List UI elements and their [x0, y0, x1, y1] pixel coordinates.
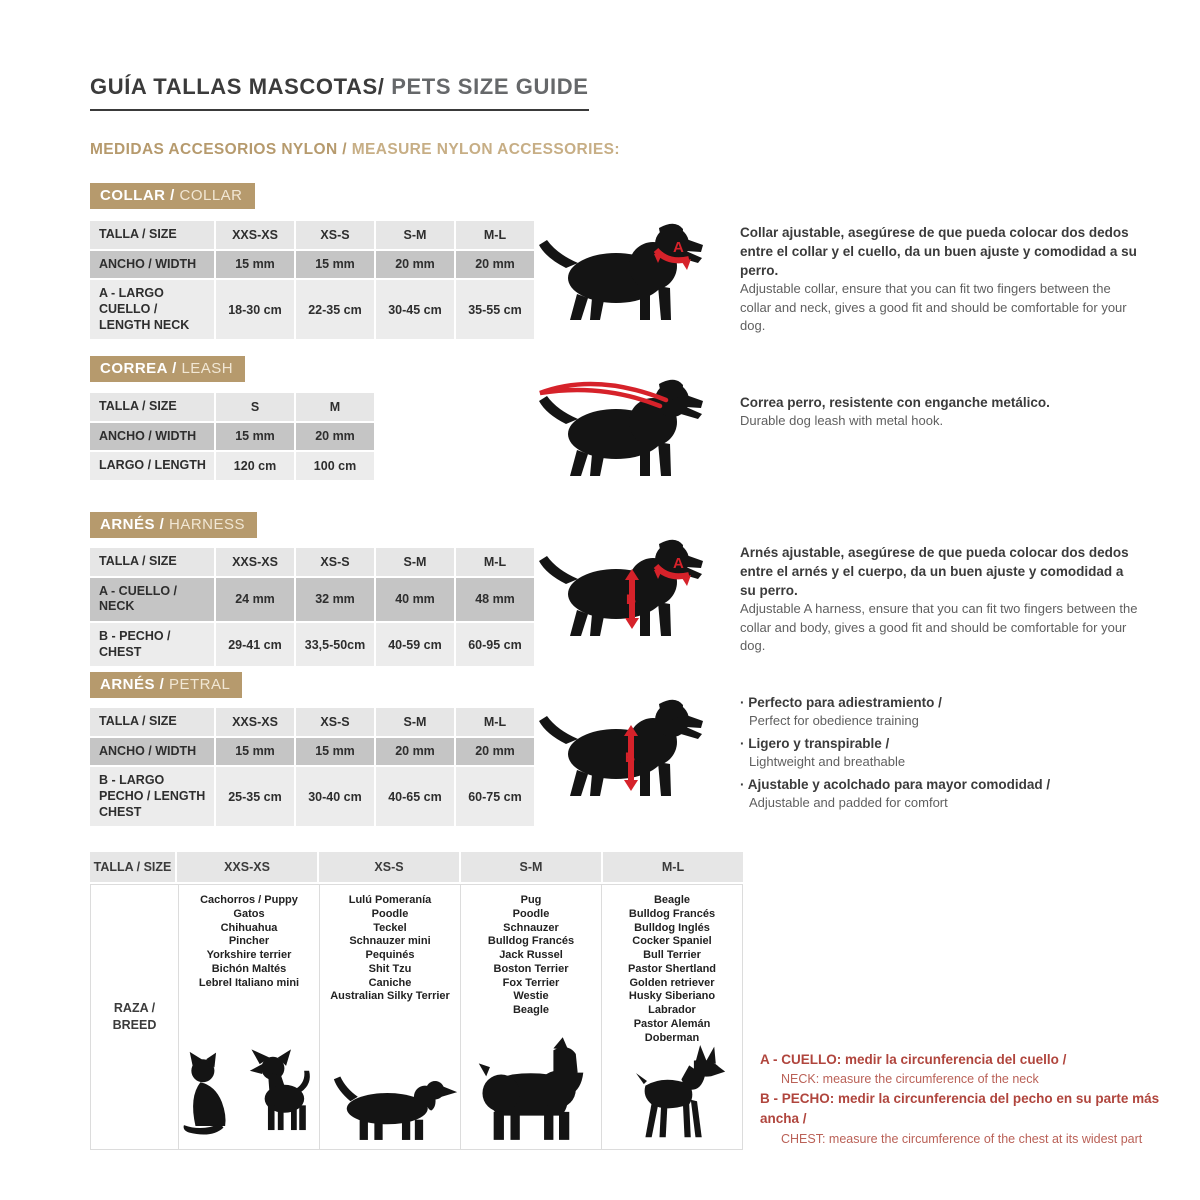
size-table-row: [90, 452, 374, 480]
page-title-en: PETS SIZE GUIDE: [384, 74, 589, 99]
size-column-header: S-M: [376, 221, 454, 249]
leash-section-badge: [90, 356, 245, 382]
collar-badge-en: COLLAR: [174, 187, 243, 204]
bullet-es: · Perfecto para adiestramiento /: [740, 694, 1140, 712]
size-table-row: [90, 623, 534, 666]
size-row-header: TALLA / SIZE: [90, 548, 214, 576]
measure-value: 15 mm: [216, 251, 294, 279]
breed-item: Fox Terrier: [502, 976, 560, 989]
measure-value: 15 mm: [216, 738, 294, 766]
measure-value: 60-95 cm: [456, 623, 534, 666]
size-table-row: [90, 738, 534, 766]
dog-harness-illustration-icon: [532, 530, 712, 640]
page-subtitle: [90, 141, 620, 159]
breed-item: Bichón Maltés: [211, 962, 287, 975]
page-subtitle-en: MEASURE NYLON ACCESSORIES:: [347, 141, 620, 158]
measure-value: 33,5-50cm: [296, 623, 374, 666]
size-table-row: [90, 578, 534, 621]
breed-item: Shit Tzu: [368, 962, 412, 975]
measure-row-label: ANCHO / WIDTH: [90, 423, 214, 451]
petral-marker-b-label: B: [625, 749, 636, 765]
measure-row-label: A - LARGO CUELLO / LENGTH NECK: [90, 280, 214, 339]
collar-desc-es: Collar ajustable, asegúrese de que pueda colocar dos dedos entre el collar y el cuello, da un buen ajuste y comodidad a su perro.: [740, 225, 1137, 279]
breed-item: Husky Siberiano: [628, 990, 716, 1003]
size-row-header: TALLA / SIZE: [90, 221, 214, 249]
breed-item: Jack Russel: [499, 949, 563, 961]
breed-item: Pastor Shertland: [627, 962, 717, 975]
bullet-es: · Ligero y transpirable /: [740, 735, 1140, 753]
measure-value: 20 mm: [376, 251, 454, 279]
bullet-en: Perfect for obedience training: [749, 713, 919, 729]
size-table-header-row: [90, 708, 534, 736]
breed-item: Gatos: [233, 907, 265, 920]
harness-desc-es: Arnés ajustable, asegúrese de que pueda colocar dos dedos entre el arnés y el cuerpo, da un buen ajuste y comodidad a su perro.: [740, 545, 1129, 599]
breeds-header-talla: TALLA / SIZE: [90, 852, 175, 882]
measure-value: 20 mm: [296, 423, 374, 451]
harness-section-badge: [90, 512, 257, 538]
breeds-col-xs-s: [319, 885, 460, 1149]
measure-value: 20 mm: [376, 738, 454, 766]
measure-value: 24 mm: [216, 578, 294, 621]
size-table-header-row: [90, 393, 374, 421]
breed-item: Lebrel Italiano mini: [198, 976, 300, 989]
breed-item: Teckel: [373, 921, 407, 934]
size-row-header: TALLA / SIZE: [90, 708, 214, 736]
size-column-header: M-L: [456, 708, 534, 736]
size-table-header-row: [90, 221, 534, 249]
page-title: [90, 74, 589, 111]
size-column-header: XXS-XS: [216, 708, 294, 736]
size-column-header: XXS-XS: [216, 548, 294, 576]
dog-leash-illustration-icon: [532, 370, 712, 480]
collar-section-badge: [90, 183, 255, 209]
breed-item: Pequinés: [365, 949, 415, 961]
collar-desc-en: Adjustable collar, ensure that you can fit two fingers between the collar and neck, gives a good fit and should be comfortable for your dog.: [740, 281, 1127, 334]
breed-list-xs-s: [330, 894, 450, 1004]
measure-value: 35-55 cm: [456, 280, 534, 339]
breeds-table-header: [90, 852, 743, 882]
measure-value: 100 cm: [296, 452, 374, 480]
harness-marker-b-label: B: [626, 591, 637, 607]
measure-value: 40 mm: [376, 578, 454, 621]
measure-value: 20 mm: [456, 251, 534, 279]
breed-item: Lulú Pomeranía: [348, 894, 432, 906]
breeds-header-xs-s: XS-S: [319, 852, 459, 882]
leash-size-table: [88, 391, 376, 482]
size-column-header: XS-S: [296, 708, 374, 736]
harness-desc-en: Adjustable A harness, ensure that you can fit two fingers between the collar and body, gives a good fit and should be comfortable for your dog.: [740, 601, 1138, 654]
schnauzer-silhouette-icon: [475, 1035, 587, 1143]
leash-badge-en: LEASH: [176, 360, 234, 377]
measure-value: 48 mm: [456, 578, 534, 621]
size-column-header: S-M: [376, 548, 454, 576]
harness-badge-en: HARNESS: [164, 516, 246, 533]
cat-and-chihuahua-silhouette-icon: [179, 1043, 319, 1143]
breed-list-m-l: [628, 894, 716, 1045]
breed-item: Boston Terrier: [493, 962, 569, 975]
breed-item: Poodle: [371, 907, 409, 920]
measure-value: 15 mm: [216, 423, 294, 451]
breed-item: Bulldog Francés: [487, 935, 575, 948]
breed-item: Caniche: [368, 976, 412, 989]
breeds-col-m-l: [601, 885, 742, 1149]
feature-bullet: [740, 776, 1140, 812]
size-column-header: M-L: [456, 221, 534, 249]
breed-item: Bulldog Francés: [628, 907, 716, 920]
petral-section-badge: [90, 672, 242, 698]
measure-value: 40-65 cm: [376, 767, 454, 826]
size-column-header: XS-S: [296, 221, 374, 249]
feature-bullet: [740, 694, 1140, 730]
measure-value: 120 cm: [216, 452, 294, 480]
breeds-row-label-cell: [91, 885, 178, 1149]
breed-item: Golden retriever: [629, 976, 715, 989]
breed-list-s-m: [488, 894, 574, 1018]
bullet-en: Lightweight and breathable: [749, 753, 906, 769]
size-table-row: [90, 280, 534, 339]
size-table-row: [90, 423, 374, 451]
breeds-header-s-m: S-M: [461, 852, 601, 882]
dog-collar-illustration-icon: [532, 214, 712, 324]
measure-value: 20 mm: [456, 738, 534, 766]
measure-row-label: ANCHO / WIDTH: [90, 251, 214, 279]
page-subtitle-es: MEDIDAS ACCESORIOS NYLON /: [90, 141, 347, 158]
harness-size-table: [88, 546, 536, 668]
footnote-b-en: CHEST: measure the circumference of the chest at its widest part: [781, 1131, 1143, 1146]
measure-value: 18-30 cm: [216, 280, 294, 339]
measurement-footnotes: [760, 1050, 1190, 1148]
breed-item: Beagle: [512, 1004, 550, 1016]
collar-badge-es: COLLAR /: [100, 187, 175, 204]
leash-badge-es: CORREA /: [100, 360, 177, 377]
measure-row-label: ANCHO / WIDTH: [90, 738, 214, 766]
breed-item: Yorkshire terrier: [206, 949, 292, 961]
leash-description: [740, 393, 1138, 431]
size-column-header: XXS-XS: [216, 221, 294, 249]
measure-row-label: A - CUELLO / NECK: [90, 578, 214, 621]
size-column-header: M: [296, 393, 374, 421]
measure-value: 30-40 cm: [296, 767, 374, 826]
collar-description: [740, 223, 1138, 336]
measure-row-label: B - LARGO PECHO / LENGTH CHEST: [90, 767, 214, 826]
bullet-en: Adjustable and padded for comfort: [749, 794, 948, 810]
leash-desc-en: Durable dog leash with metal hook.: [740, 413, 944, 429]
measure-value: 22-35 cm: [296, 280, 374, 339]
harness-marker-a-label: A: [673, 555, 684, 572]
feature-bullet: [740, 735, 1140, 771]
dachshund-silhouette-icon: [321, 1055, 459, 1143]
footnote-a-es: A - CUELLO: medir la circunferencia del cuello /: [760, 1052, 1067, 1067]
petral-badge-en: PETRAL: [164, 676, 231, 693]
page-title-es: GUÍA TALLAS MASCOTAS/: [90, 74, 385, 99]
breed-item: Doberman: [644, 1031, 700, 1044]
measure-value: 40-59 cm: [376, 623, 454, 666]
doberman-silhouette-icon: [608, 1045, 736, 1143]
breed-item: Pug: [520, 894, 542, 906]
raza-breed-label: RAZA / BREED: [112, 1001, 157, 1032]
breed-item: Cachorros / Puppy: [200, 894, 298, 906]
measure-row-label: B - PECHO / CHEST: [90, 623, 214, 666]
petral-badge-es: ARNÉS /: [100, 676, 165, 693]
harness-description: [740, 543, 1138, 656]
size-column-header: S: [216, 393, 294, 421]
measure-value: 60-75 cm: [456, 767, 534, 826]
size-row-header: TALLA / SIZE: [90, 393, 214, 421]
bullet-es: · Ajustable y acolchado para mayor comodidad /: [740, 776, 1140, 794]
size-column-header: S-M: [376, 708, 454, 736]
breed-item: Labrador: [648, 1004, 696, 1016]
measure-value: 15 mm: [296, 251, 374, 279]
petral-size-table: [88, 706, 536, 828]
footnote-a-en: NECK: measure the circumference of the neck: [781, 1072, 1039, 1087]
breed-list-xxs-xs: [199, 894, 299, 990]
breed-item: Schnauzer: [503, 921, 559, 934]
breeds-table-body: [90, 884, 743, 1150]
measure-value: 29-41 cm: [216, 623, 294, 666]
collar-marker-a-label: A: [673, 239, 684, 256]
breed-item: Pastor Alemán: [633, 1017, 711, 1030]
size-table-header-row: [90, 548, 534, 576]
breed-item: Pincher: [228, 935, 270, 948]
collar-size-table: [88, 219, 536, 341]
size-column-header: XS-S: [296, 548, 374, 576]
breeds-col-xxs-xs: [178, 885, 319, 1149]
petral-feature-bullets: [740, 694, 1140, 816]
breed-item: Bulldog Inglés: [634, 921, 710, 934]
breeds-size-table: [90, 852, 743, 1150]
measure-value: 15 mm: [296, 738, 374, 766]
measure-value: 25-35 cm: [216, 767, 294, 826]
size-table-row: [90, 251, 534, 279]
breed-item: Westie: [513, 990, 549, 1003]
breeds-col-s-m: [460, 885, 601, 1149]
size-column-header: M-L: [456, 548, 534, 576]
breed-item: Australian Silky Terrier: [330, 990, 450, 1003]
harness-badge-es: ARNÉS /: [100, 516, 165, 533]
breeds-header-xxs-xs: XXS-XS: [177, 852, 317, 882]
measure-row-label: LARGO / LENGTH: [90, 452, 214, 480]
breed-item: Beagle: [653, 894, 691, 906]
leash-desc-es: Correa perro, resistente con enganche metálico.: [740, 395, 1050, 410]
footnote-b-es: B - PECHO: medir la circunferencia del pecho en su parte más ancha /: [760, 1091, 1160, 1127]
size-table-row: [90, 767, 534, 826]
measure-value: 32 mm: [296, 578, 374, 621]
breed-item: Bull Terrier: [643, 949, 701, 961]
breed-item: Schnauzer mini: [349, 935, 431, 948]
breed-item: Cocker Spaniel: [632, 935, 712, 948]
breed-item: Chihuahua: [220, 921, 278, 934]
breed-item: Poodle: [512, 907, 550, 920]
breeds-header-m-l: M-L: [603, 852, 743, 882]
measure-value: 30-45 cm: [376, 280, 454, 339]
dog-petral-illustration-icon: [532, 690, 712, 800]
